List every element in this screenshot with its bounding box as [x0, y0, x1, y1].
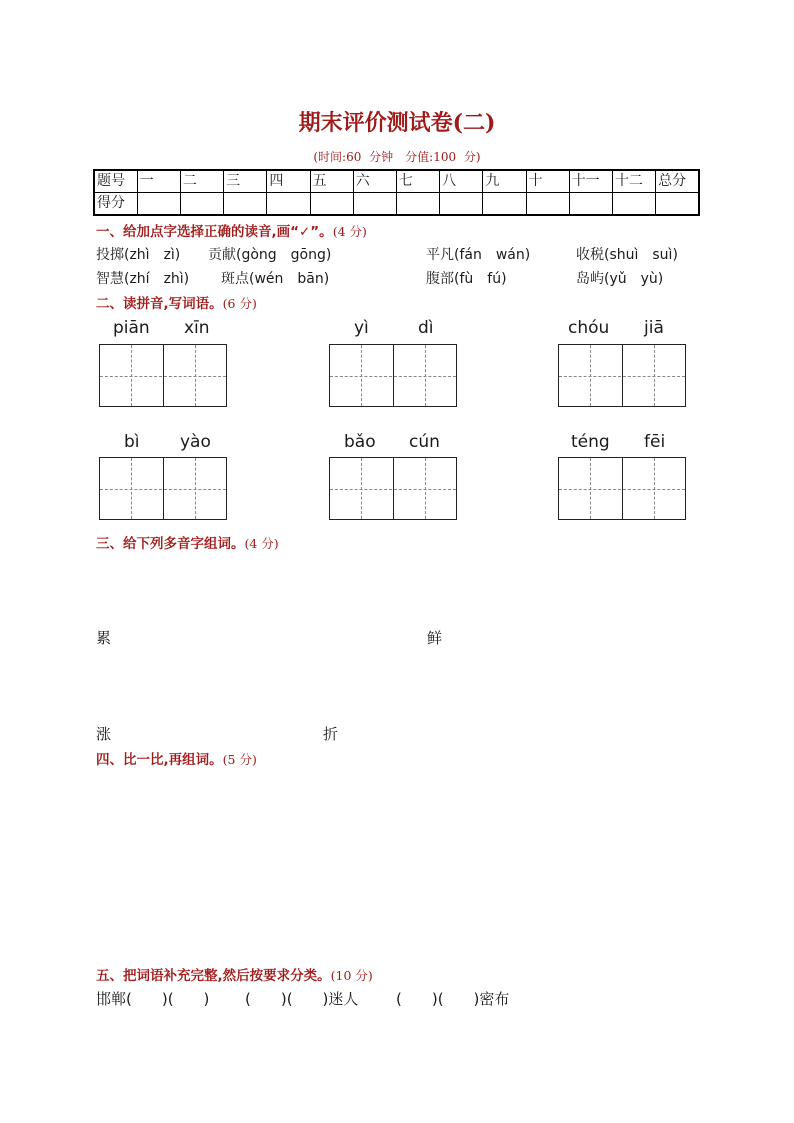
pinyin-label: bì [124, 432, 140, 452]
section4-heading [96, 748, 257, 768]
pinyin-label: xīn [184, 318, 210, 338]
writing-grid[interactable] [99, 344, 227, 407]
score-header-row [94, 170, 699, 193]
writing-grid[interactable] [558, 457, 686, 520]
score-header-cell: 三 [224, 170, 267, 193]
section4-points: (5 分) [222, 752, 257, 767]
score-header-cell: 一 [137, 170, 180, 193]
exam-subtitle: (时间:60 分钟 分值:100 分) [313, 150, 481, 164]
section1-item: 投掷(zhì zì) [96, 247, 181, 263]
pinyin-label: bǎo [344, 432, 376, 452]
score-header-cell: 十 [526, 170, 569, 193]
section5-heading-text: 五、把词语补充完整,然后按要求分类。 [96, 968, 331, 984]
score-header-cell: 二 [180, 170, 223, 193]
section1-item: 平凡(fán wán) [426, 247, 531, 263]
pinyin-label: chóu [568, 318, 610, 338]
idiom-item: ( )( )迷人 [245, 990, 359, 1008]
section3-points: (4 分) [244, 536, 279, 551]
polyphone-char: 累 [96, 629, 112, 647]
idiom-item: 邯郸( )( ) [96, 990, 210, 1008]
pinyin-label: fēi [644, 432, 666, 452]
score-cell[interactable] [396, 193, 439, 216]
section2-heading [96, 292, 257, 312]
score-header-cell: 九 [483, 170, 526, 193]
score-cell[interactable] [310, 193, 353, 216]
score-value-row [94, 193, 699, 216]
section1-heading [96, 220, 367, 240]
section4-heading-text: 四、比一比,再组词。 [96, 752, 223, 768]
score-cell[interactable] [483, 193, 526, 216]
pinyin-label: téng [571, 432, 610, 452]
section5-points: (10 分) [330, 968, 373, 983]
score-cell[interactable] [612, 193, 655, 216]
score-header-cell: 题号 [94, 170, 137, 193]
pinyin-label: dì [418, 318, 434, 338]
score-header-cell: 总分 [656, 170, 699, 193]
section1-points: (4 分) [332, 224, 367, 239]
section2-points: (6 分) [222, 296, 257, 311]
section1-item: 腹部(fù fú) [426, 271, 507, 287]
polyphone-char: 鲜 [427, 629, 443, 647]
pinyin-label: yì [354, 318, 369, 338]
pinyin-label: yào [180, 432, 211, 452]
section3-heading [96, 532, 279, 552]
pinyin-label: cún [409, 432, 440, 452]
writing-grid[interactable] [329, 344, 457, 407]
score-row-label: 得分 [94, 193, 137, 216]
score-header-cell: 八 [440, 170, 483, 193]
section1-item: 智慧(zhí zhì) [96, 271, 190, 287]
score-cell[interactable] [440, 193, 483, 216]
score-header-cell: 十二 [612, 170, 655, 193]
score-cell[interactable] [224, 193, 267, 216]
score-cell[interactable] [137, 193, 180, 216]
writing-grid[interactable] [99, 457, 227, 520]
score-cell[interactable] [180, 193, 223, 216]
score-table [93, 169, 700, 216]
score-header-cell: 四 [267, 170, 310, 193]
section5-heading [96, 964, 373, 984]
pinyin-label: jiā [644, 318, 664, 338]
section3-heading-text: 三、给下列多音字组词。 [96, 536, 245, 552]
score-header-cell: 七 [396, 170, 439, 193]
section1-item: 斑点(wén bān) [221, 271, 330, 287]
score-cell[interactable] [267, 193, 310, 216]
score-header-cell: 十一 [569, 170, 612, 193]
section1-item: 贡献(gòng gōng) [208, 247, 332, 263]
score-cell[interactable] [526, 193, 569, 216]
pinyin-label: piān [113, 318, 150, 338]
idiom-item: ( )( )密布 [396, 990, 510, 1008]
polyphone-char: 涨 [96, 725, 112, 743]
section2-heading-text: 二、读拼音,写词语。 [96, 296, 223, 312]
score-cell[interactable] [569, 193, 612, 216]
writing-grid[interactable] [329, 457, 457, 520]
score-header-cell: 五 [310, 170, 353, 193]
section1-item: 岛屿(yǔ yù) [576, 271, 664, 287]
polyphone-char: 折 [323, 725, 339, 743]
section1-heading-text: 一、给加点字选择正确的读音,画“✓”。 [96, 224, 333, 240]
section1-item: 收税(shuì suì) [576, 247, 678, 263]
page-title: 期末评价测试卷(二) [298, 110, 496, 136]
score-header-cell: 六 [353, 170, 396, 193]
score-cell[interactable] [353, 193, 396, 216]
writing-grid[interactable] [558, 344, 686, 407]
score-cell[interactable] [656, 193, 699, 216]
